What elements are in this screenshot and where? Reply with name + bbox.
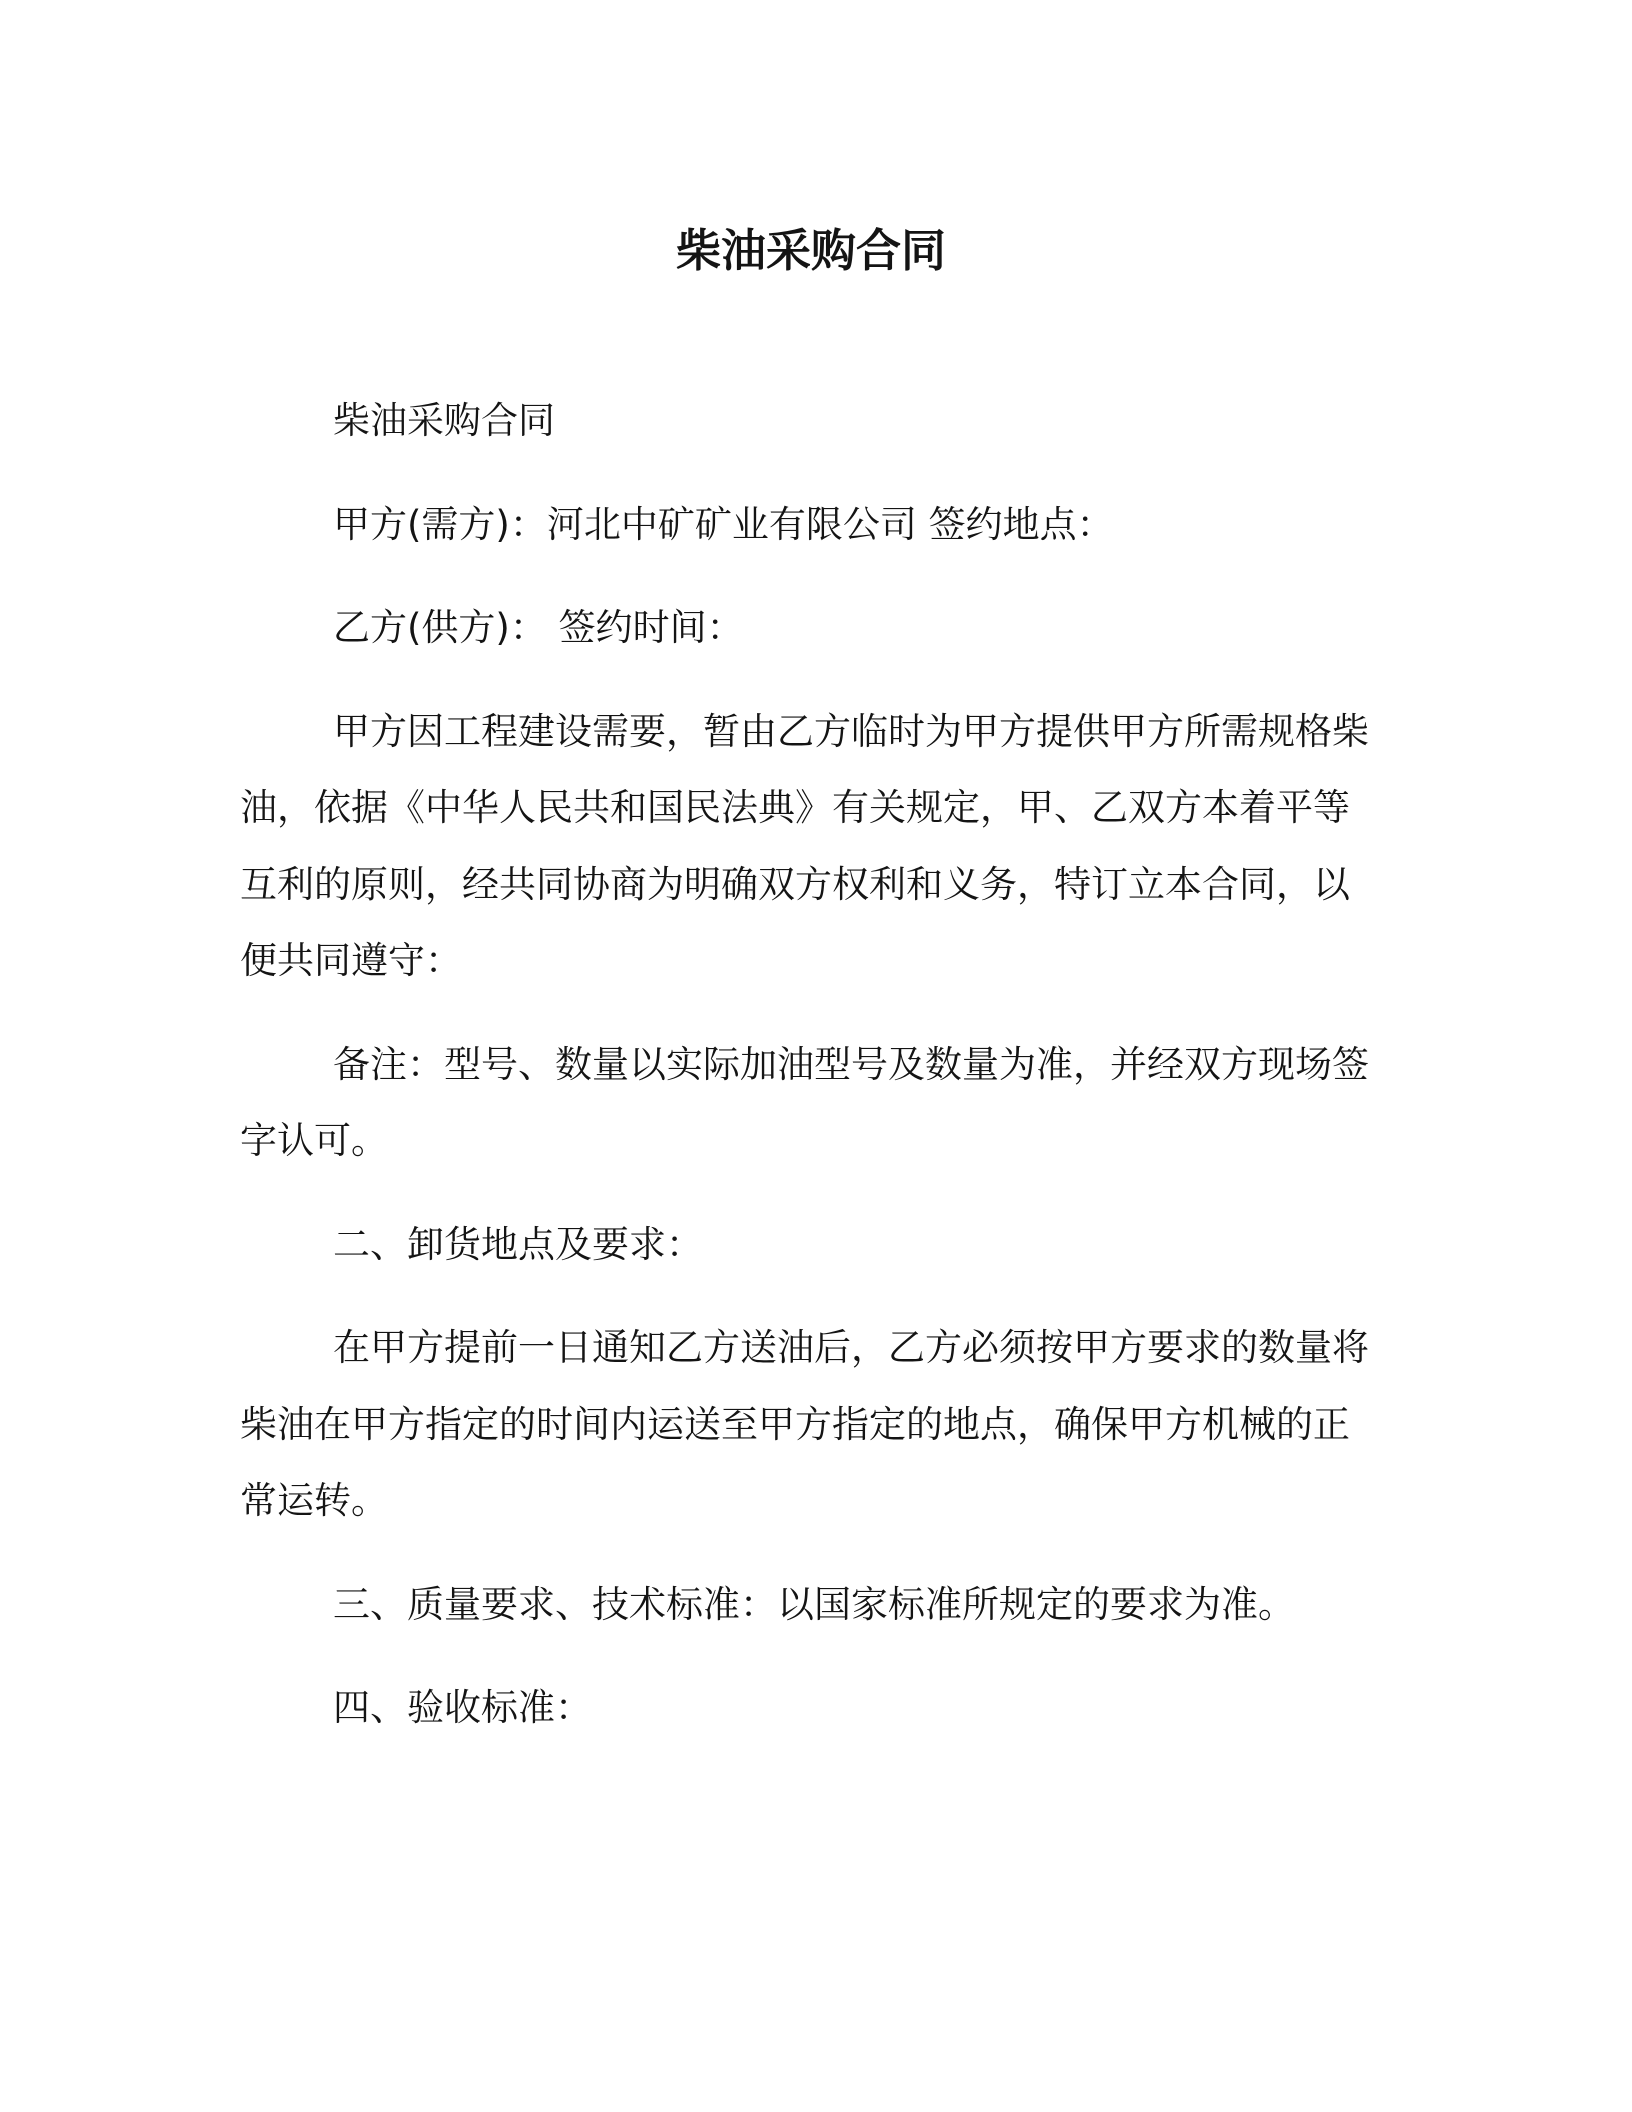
paragraph-line: 在甲方提前一日通知乙方送油后，乙方必须按甲方要求的数量将 xyxy=(333,1326,1369,1369)
paragraph-line: 互利的原则，经共同协商为明确双方权利和义务，特订立本合同，以 xyxy=(240,862,1350,906)
paragraph-unloading xyxy=(240,1310,1390,1540)
paragraph-line: 字认可。 xyxy=(240,1119,388,1162)
paragraph-remarks xyxy=(240,1027,1390,1180)
paragraph-line: 常运转。 xyxy=(240,1479,388,1522)
paragraph-line: 柴油在甲方指定的时间内运送至甲方指定的地点，确保甲方机械的正 xyxy=(240,1402,1350,1446)
paragraph-line: 甲方(需方)：河北中矿矿业有限公司 签约地点： xyxy=(333,502,1114,546)
section-heading-unloading xyxy=(240,1207,1390,1284)
section-heading-acceptance xyxy=(240,1670,1390,1747)
paragraph-preamble xyxy=(240,694,1390,1000)
paragraph-party-b xyxy=(240,590,1390,667)
document-title: 柴油采购合同 xyxy=(675,224,946,277)
paragraph-line: 四、验收标准： xyxy=(333,1686,592,1729)
paragraph-line: 备注：型号、数量以实际加油型号及数量为准，并经双方现场签 xyxy=(333,1042,1369,1086)
paragraph-line: 便共同遵守： xyxy=(240,939,462,982)
paragraph-line: 乙方(供方)： 签约时间： xyxy=(333,606,744,649)
paragraph-line: 二、卸货地点及要求： xyxy=(333,1222,703,1266)
paragraph-subtitle xyxy=(240,383,1390,460)
paragraph-line: 甲方因工程建设需要，暂由乙方临时为甲方提供甲方所需规格柴 xyxy=(333,709,1369,753)
paragraph-party-a xyxy=(240,487,1390,564)
paragraph-line: 油，依据《中华人民共和国民法典》有关规定，甲、乙双方本着平等 xyxy=(240,786,1350,829)
section-heading-quality xyxy=(240,1567,1390,1644)
paragraph-line: 柴油采购合同 xyxy=(333,399,555,442)
paragraph-line: 三、质量要求、技术标准：以国家标准所规定的要求为准。 xyxy=(333,1582,1295,1626)
document-body xyxy=(240,383,1390,1774)
